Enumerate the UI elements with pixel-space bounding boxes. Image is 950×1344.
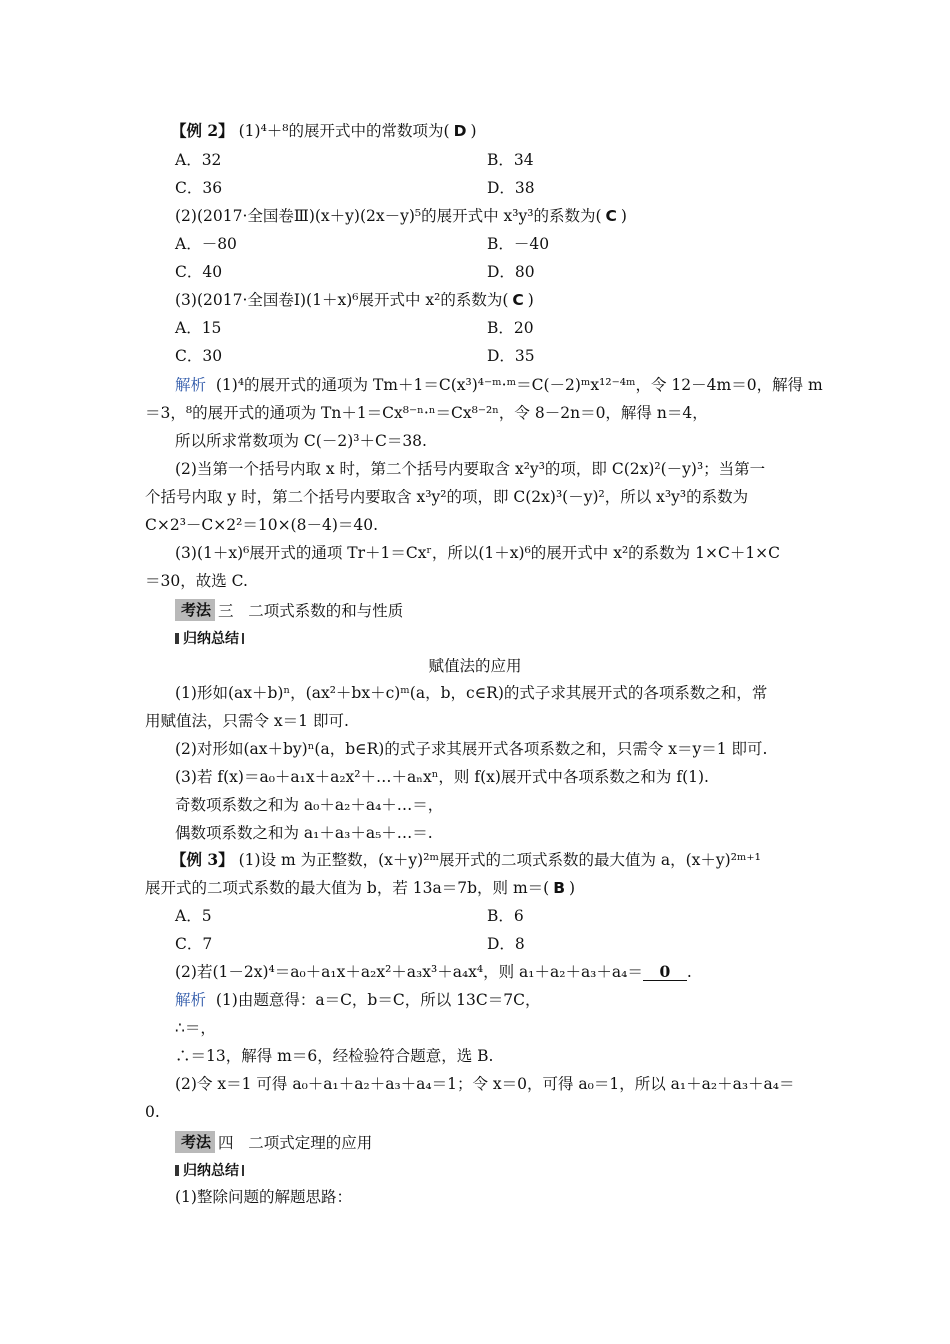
text-line: 用赋值法，只需令 x＝1 即可.: [145, 712, 349, 730]
option-a: A．32: [175, 151, 222, 169]
solution-line: ＝3，⁸的展开式的通项为 Tn＋1＝Cx⁸⁻ⁿ·ⁿ＝Cx⁸⁻²ⁿ，令 8－2n＝0，解得 n＝4，: [145, 404, 708, 422]
tick-icon: [242, 1165, 244, 1176]
section-tag: 考法: [175, 599, 215, 621]
solution-line: ＝30，故选 C.: [145, 572, 248, 590]
text-line: 偶数项系数之和为 a₁＋a₃＋a₅＋…＝.: [175, 824, 433, 842]
option-a: A．－80: [175, 235, 237, 253]
section-heading: 三 二项式系数的和与性质: [218, 602, 404, 620]
example-2-heading: 【例 2】: [171, 121, 234, 140]
solution-line: 解析 (1)⁴的展开式的通项为 Tm＋1＝C(x³)⁴⁻ᵐ·ᵐ＝C(－2)ᵐx¹²⁻⁴ᵐ，令 12－4m＝0，解得 m: [175, 376, 823, 394]
option-c: C．7: [175, 935, 213, 953]
option-c: C．36: [175, 179, 223, 197]
tick-icon: [242, 633, 244, 644]
solution-label: 解析: [175, 376, 207, 394]
option-d: D．38: [487, 179, 535, 197]
solution-line: ∴＝，: [175, 1019, 216, 1037]
option-a: A．15: [175, 319, 222, 337]
summary-label: 归纳总结: [175, 1162, 244, 1180]
option-b: B．－40: [487, 235, 550, 253]
text-line: 奇数项系数之和为 a₀＋a₂＋a₄＋…＝，: [175, 796, 444, 814]
bar-icon: [175, 1165, 179, 1176]
text-line: (2)对形如(ax＋by)ⁿ(a，b∈R)的式子求其展开式各项系数之和，只需令 x＝y＝1 即可.: [175, 740, 768, 758]
text-line: (3)若 f(x)＝a₀＋a₁x＋a₂x²＋…＋aₙxⁿ，则 f(x)展开式中各项系数之和为 f(1).: [175, 768, 709, 786]
box-title: 赋值法的应用: [428, 657, 522, 675]
option-c: C．30: [175, 347, 223, 365]
summary-label: 归纳总结: [175, 630, 244, 648]
solution-line: 解析 (1)由题意得：a＝C，b＝C，所以 13C＝7C，: [175, 991, 541, 1009]
answer-d: D: [453, 122, 467, 140]
solution-line: C×2³－C×2²＝10×(8－4)＝40.: [145, 516, 379, 534]
example-2-question-1: 【例 2】 (1)⁴＋⁸的展开式中的常数项为( D ): [171, 121, 477, 140]
option-d: D．35: [487, 347, 535, 365]
bar-icon: [175, 633, 179, 644]
option-b: B．34: [487, 151, 534, 169]
answer-c: C: [605, 207, 617, 225]
solution-label: 解析: [175, 991, 207, 1009]
example-3-question-2: (2)若(1－2x)⁴＝a₀＋a₁x＋a₂x²＋a₃x³＋a₄x⁴，则 a₁＋a₂＋a₃＋a₄＝ 0 .: [175, 962, 692, 981]
option-a: A．5: [175, 907, 212, 925]
option-d: D．8: [487, 935, 525, 953]
option-c: C．40: [175, 263, 223, 281]
option-d: D．80: [487, 263, 535, 281]
solution-line: 个括号内取 y 时，第二个括号内要取含 x³y²的项，即 C(2x)³(－y)²，所以 x³y³的系数为: [145, 488, 749, 506]
example-2-question-2: (2)(2017·全国卷Ⅲ)(x＋y)(2x－y)⁵的展开式中 x³y³的系数为( C ): [175, 207, 627, 225]
solution-line: 0.: [145, 1103, 160, 1121]
solution-line: (3)(1＋x)⁶展开式的通项 Tr＋1＝Cxʳ，所以(1＋x)⁶的展开式中 x²的系数为 1×C＋1×C: [175, 544, 781, 562]
solution-line: 所以所求常数项为 C(－2)³＋C＝38.: [175, 432, 427, 450]
text-line: (1)整除问题的解题思路：: [175, 1188, 352, 1206]
example-3-heading: 【例 3】: [171, 850, 234, 869]
example-3-question-1-cont: 展开式的二项式系数的最大值为 b，若 13a＝7b，则 m＝( B ): [145, 879, 576, 897]
solution-line: (2)令 x＝1 可得 a₀＋a₁＋a₂＋a₃＋a₄＝1；令 x＝0，可得 a₀＝1，所以 a₁＋a₂＋a₃＋a₄＝: [175, 1075, 795, 1093]
section-heading: 四 二项式定理的应用: [218, 1134, 373, 1152]
answer-b: B: [553, 879, 566, 897]
answer-c: C: [512, 291, 524, 309]
solution-line: ∴＝13，解得 m＝6，经检验符合题意，选 B.: [175, 1047, 494, 1065]
solution-line: (2)当第一个括号内取 x 时，第二个括号内要取含 x²y³的项，即 C(2x)²(－y)³；当第一: [175, 460, 766, 478]
text-line: (1)形如(ax＋b)ⁿ，(ax²＋bx＋c)ᵐ(a，b，c∈R)的式子求其展开式的各项系数之和，常: [175, 684, 768, 702]
option-b: B．20: [487, 319, 534, 337]
section-tag: 考法: [175, 1131, 215, 1153]
fill-blank-answer: 0: [643, 964, 687, 981]
example-3-question-1: 【例 3】 (1)设 m 为正整数，(x＋y)²ᵐ展开式的二项式系数的最大值为 a，(x＋y)²ᵐ⁺¹: [171, 850, 761, 869]
option-b: B．6: [487, 907, 524, 925]
example-2-question-3: (3)(2017·全国卷Ⅰ)(1＋x)⁶展开式中 x²的系数为( C ): [175, 291, 534, 309]
